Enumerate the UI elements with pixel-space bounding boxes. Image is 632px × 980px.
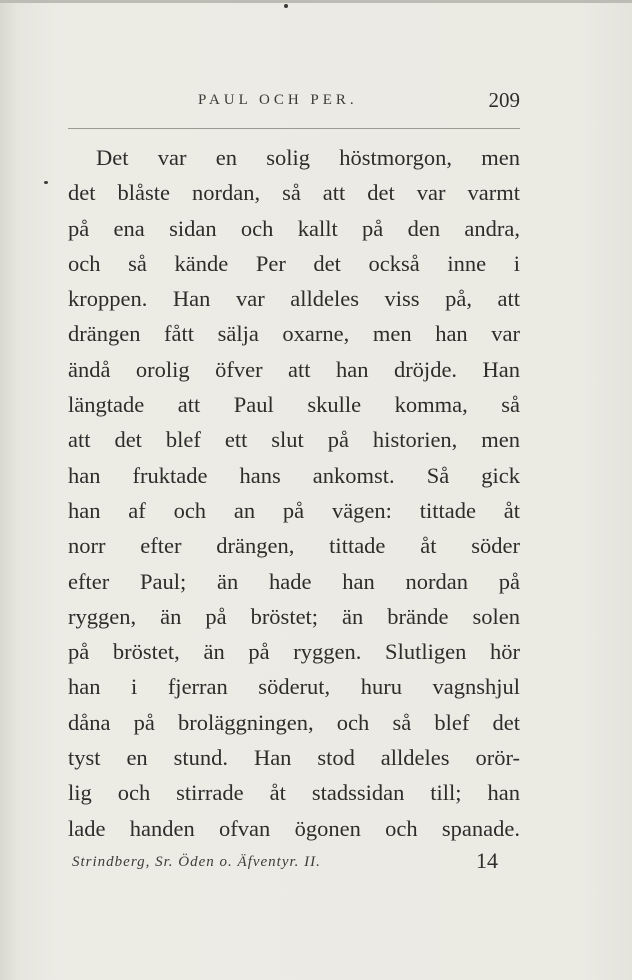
text-line: ryggen, än på bröstet; än brände solen	[68, 603, 520, 629]
header-rule	[68, 128, 520, 129]
text-line: han af och an på vägen: tittade åt	[68, 497, 520, 523]
text-line: det blåste nordan, så att det var varmt	[68, 180, 520, 206]
text-line: att det blef ett slut på historien, men	[68, 427, 520, 453]
page-header	[68, 88, 520, 116]
text-line: kroppen. Han var alldeles viss på, att	[68, 286, 520, 312]
page-number: 209	[488, 88, 520, 112]
page-top-edge	[0, 0, 632, 3]
text-line: ändå orolig öfver att han dröjde. Han	[68, 356, 520, 382]
text-line: han i fjerran söderut, huru vagnshjul	[68, 674, 520, 700]
text-line: Det var en solig höstmorgon, men	[96, 145, 520, 170]
text-line: han fruktade hans ankomst. Så gick	[68, 462, 520, 488]
text-line: på bröstet, än på ryggen. Slutligen hör	[68, 639, 520, 665]
text-line: på ena sidan och kallt på den andra,	[68, 215, 520, 241]
page-footer	[72, 850, 520, 880]
sheet-number: 14	[476, 848, 498, 873]
text-line: lade handen ofvan ögonen och spanade.	[68, 815, 520, 841]
text-line: drängen fått sälja oxarne, men han var	[68, 321, 520, 347]
text-line: norr efter drängen, tittade åt söder	[68, 533, 520, 559]
ink-speck	[44, 181, 48, 184]
text-line: efter Paul; än hade han nordan på	[68, 568, 520, 594]
text-line: och så kände Per det också inne i	[68, 250, 520, 276]
text-line: dåna på broläggningen, och så blef det	[68, 709, 520, 735]
running-title: PAUL OCH PER.	[198, 92, 358, 108]
text-line: lig och stirrade åt stadssidan till; han	[68, 780, 520, 806]
text-line: tyst en stund. Han stod alldeles orör-	[68, 745, 520, 771]
text-line: längtade att Paul skulle komma, så	[68, 392, 520, 418]
ink-speck	[284, 4, 288, 8]
printer-signature: Strindberg, Sr. Öden o. Äfventyr. II.	[72, 854, 321, 870]
body-text	[68, 140, 520, 846]
